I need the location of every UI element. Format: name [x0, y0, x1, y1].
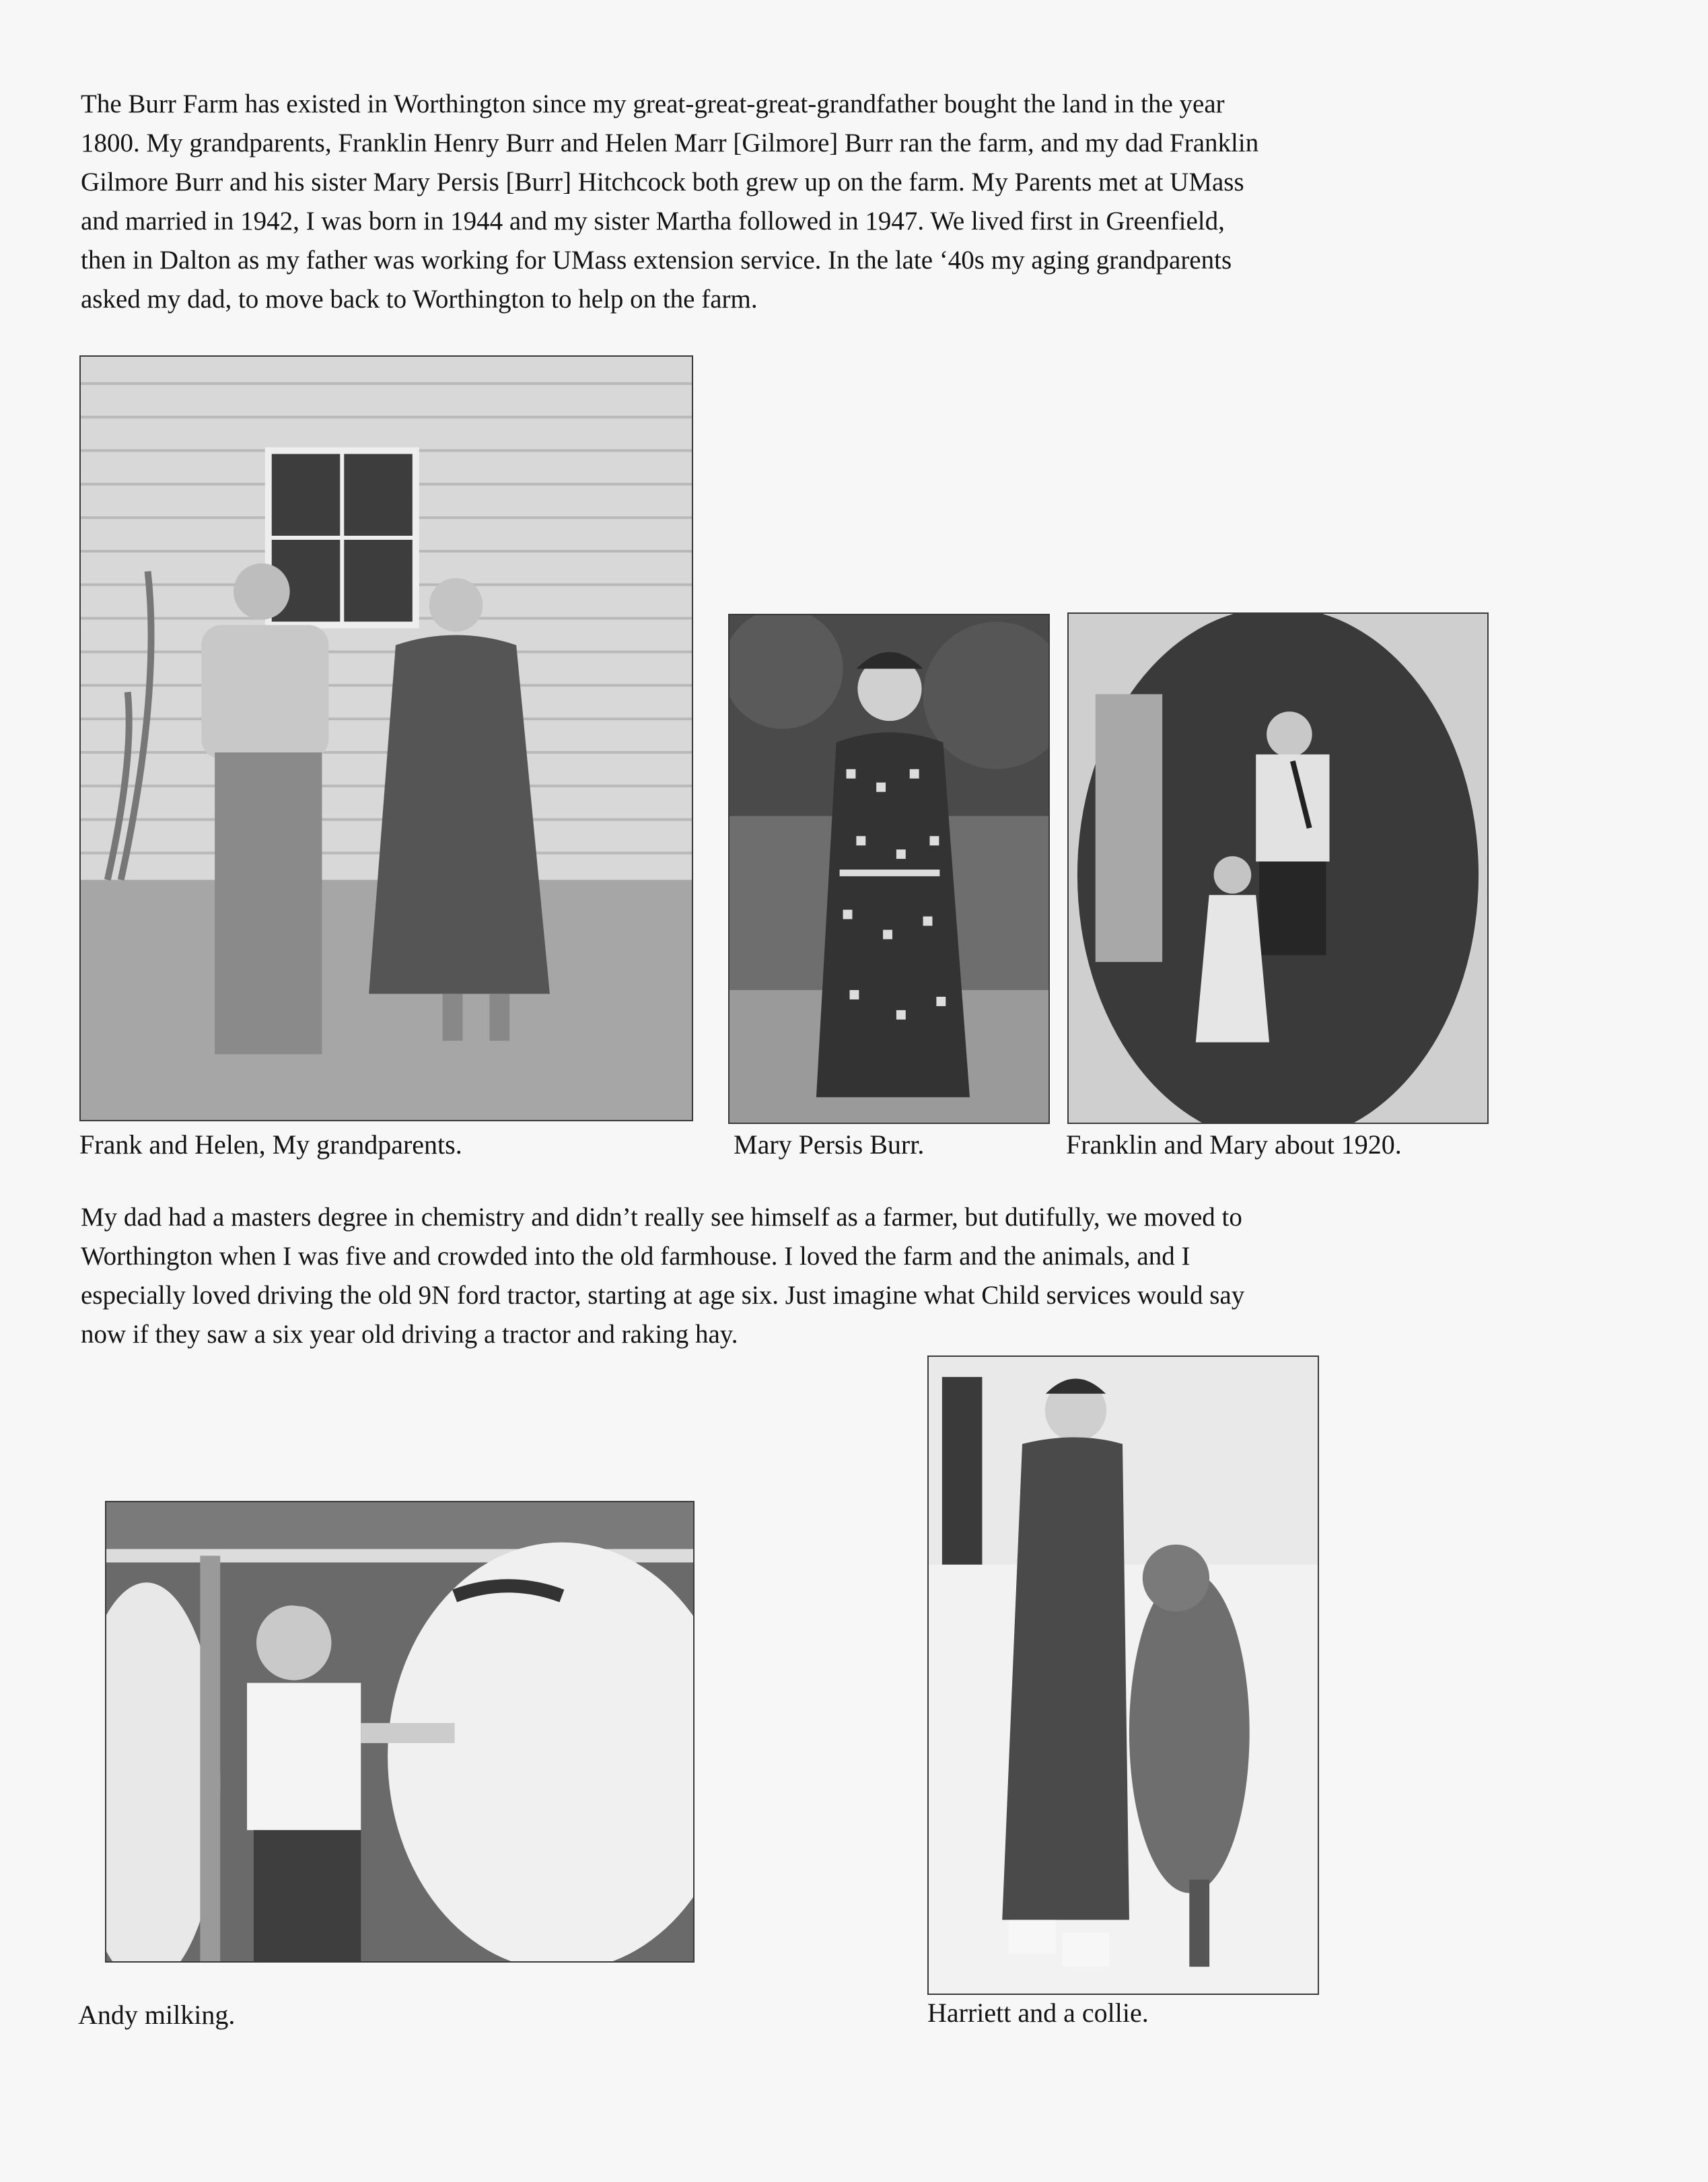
photo-franklin-and-mary: [1067, 612, 1489, 1124]
photo-mary-persis: [728, 614, 1050, 1124]
caption-andy-milking: Andy milking.: [78, 2000, 236, 2030]
caption-franklin-and-mary: Franklin and Mary about 1920.: [1066, 1129, 1402, 1160]
farm-life-paragraph: My dad had a masters degree in chemistry and didn’t really see himself as a farmer, but dutifully, we moved to Worthington when I was five and crowded into the old farmhouse. I loved the farm and the animals, and I especially loved driving the old 9N ford tractor, starting at age six. Just imagine what Child services would say now if they saw a six year old driving a tractor and raking hay.: [81, 1203, 1245, 1349]
photo-grandparents: [79, 355, 693, 1121]
caption-mary-persis: Mary Persis Burr.: [734, 1129, 925, 1160]
photo-harriett-and-collie: [927, 1356, 1319, 1995]
caption-harriett-and-collie: Harriett and a collie.: [927, 1998, 1149, 2028]
photo-andy-milking: [105, 1501, 695, 1963]
caption-grandparents: Frank and Helen, My grandparents.: [79, 1129, 462, 1160]
intro-paragraph: The Burr Farm has existed in Worthington since my great-great-great-grandfather bought the land in the year 1800. My grandparents, Franklin Henry Burr and Helen Marr [Gilmore] Burr ran the farm, and my dad Franklin Gilmore Burr and his sister Mary Persis [Burr] Hitchcock both grew up on the farm. My Parents met at UMass and married in 1942, I was born in 1944 and my sister Martha followed in 1947. We lived first in Greenfield, then in Dalton as my father was working for UMass extension service. In the late ‘40s my aging grandparents asked my dad, to move back to Worthington to help on the farm.: [81, 90, 1259, 314]
